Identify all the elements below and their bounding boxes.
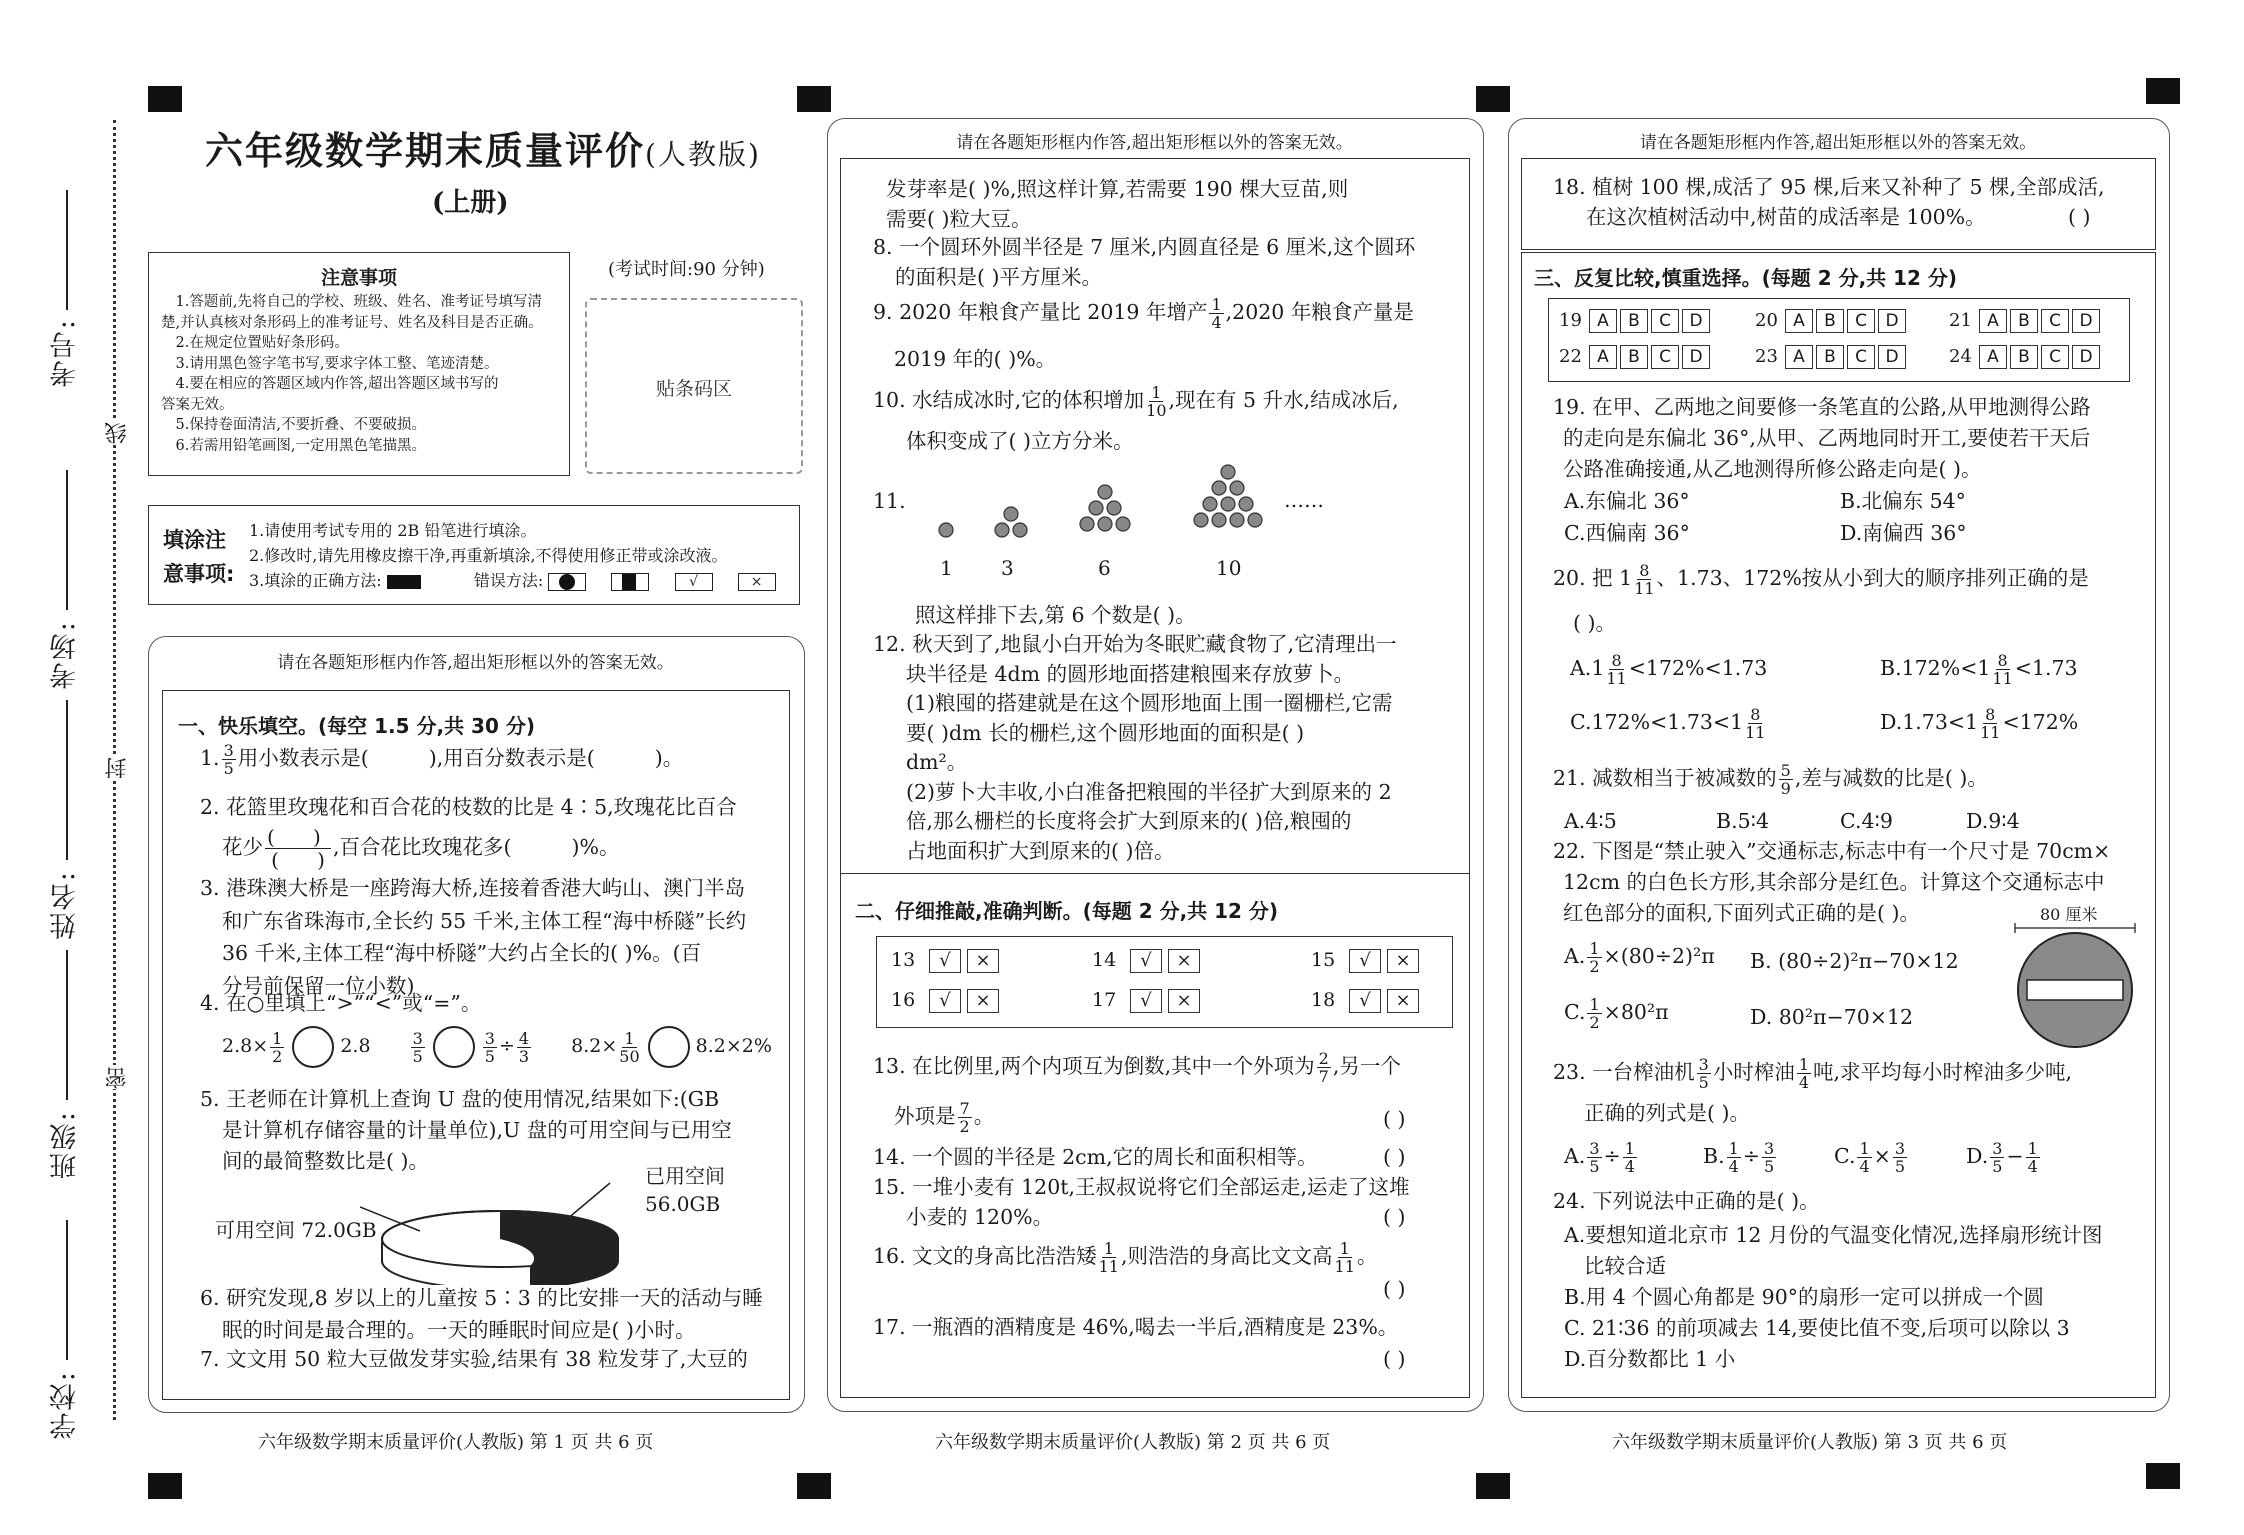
notice-item: 4.要在相应的答题区域内作答,超出答题区域书写的 [175, 376, 499, 392]
q23-option-b: B. $\frac{1}{4}$ ÷ $\frac{3}{5}$ [1703, 1139, 1775, 1176]
registration-mark [797, 86, 831, 112]
notice-item: 6.若需用铅笔画图,一定用黑色笔描黑。 [175, 437, 426, 454]
q21-option-a: A.4∶5 [1564, 809, 1617, 833]
question-23-cont: 正确的列式是( )。 [1584, 1101, 1751, 1125]
answer-paren[interactable]: ( ) [1383, 1145, 1406, 1169]
question-18: 18. 植树 100 棵,成活了 95 棵,后来又补种了 5 棵,全部成活, 在这次植树活动中,树苗的成活率是 100%。 [1553, 175, 2105, 229]
answer-notice: 请在各题矩形框内作答,超出矩形框以外的答案无效。 [956, 133, 1353, 153]
label-kaohao: 考号: [50, 318, 81, 388]
page-title: 六年级数学期末质量评价(人教版) [205, 129, 761, 173]
registration-mark [797, 1473, 831, 1499]
tf-item-13[interactable]: 13 √ × [891, 949, 1005, 973]
field-line [66, 190, 68, 310]
question-15: 15. 一堆小麦有 120t,王叔叔说将它们全部运走,运走了这堆 小麦的 120%。 [873, 1175, 1410, 1229]
field-line [66, 1220, 68, 1360]
question-16: 16. 文文的身高比浩浩矮 $\frac{1}{11}$ ,则浩浩的身高比文文高 $\frac{1}{11}$ 。 [873, 1239, 1378, 1276]
fill-notice-box [148, 505, 800, 605]
question-8: 8. 一个圆环外圆半径是 7 厘米,内圆直径是 6 厘米,这个圆环 的面积是( )平方厘米。 [873, 235, 1416, 289]
label-kaochang: 考场: [50, 620, 81, 690]
notice-item: 2.在规定位置贴好条形码。 [175, 335, 349, 351]
q20-option-d: D.1.73<1 $\frac{8}{11}$ <172% [1880, 705, 2079, 742]
page-footer: 六年级数学期末质量评价(人教版) 第 3 页 共 6 页 [1612, 1432, 2008, 1453]
section1-heading: 一、快乐填空。(每空 1.5 分,共 30 分) [178, 714, 535, 738]
q20-option-a: A.1 $\frac{8}{11}$ <172%<1.73 [1570, 651, 1768, 688]
question-7: 7. 文文用 50 粒大豆做发芽实验,结果有 38 粒发芽了,大豆的 [200, 1347, 748, 1371]
question-20: 20. 把 1 $\frac{8}{11}$ 、1.73、172%按从小到大的顺序排列正确的是 [1553, 561, 2089, 598]
registration-mark [2146, 78, 2180, 104]
q23-option-a: A. $\frac{3}{5}$ ÷ $\frac{1}{4}$ [1564, 1139, 1635, 1176]
no-entry-sign [2010, 920, 2140, 1050]
mc-item-20[interactable]: 20 A B C D [1755, 309, 1909, 333]
dot-count: 1 [940, 556, 953, 580]
mc-item-23[interactable]: 23 A B C D [1755, 345, 1909, 369]
registration-mark [148, 86, 182, 112]
seal-mi-char: 密 [102, 1065, 133, 1089]
question-4-items: 2.8× $\frac{1}{2}$ 2.8 $\frac{3}{5}$ $\frac{3}{5}$ ÷ $\frac{4}{3}$ 8.2× $\frac{1}{50}$ 8.2×2% [222, 1026, 772, 1068]
dot-count: 3 [1001, 556, 1014, 580]
question-3: 3. 港珠澳大桥是一座跨海大桥,连接着香港大屿山、澳门半岛 和广东省珠海市,全长约 55 千米,主体工程“海中桥隧”长约 36 千米,主体工程“海中桥隧”大约占全长的( )%。(百 分号前保留一位小数) [200, 876, 747, 998]
barcode-area[interactable] [585, 298, 803, 474]
question-13: 13. 在比例里,两个内项互为倒数,其中一个外项为 $\frac{2}{7}$ ,另一个 [873, 1049, 1401, 1086]
mc-item-21[interactable]: 21 A B C D [1949, 309, 2103, 333]
question-5: 5. 王老师在计算机上查询 U 盘的使用情况,结果如下:(GB 是计算机存储容量的计量单位),U 盘的可用空间与已用空 间的最简整数比是( )。 [200, 1087, 732, 1173]
question-24: 24. 下列说法中正确的是( )。 [1553, 1189, 1820, 1213]
question-9-cont: 2019 年的( )%。 [894, 347, 1057, 371]
registration-mark [148, 1473, 182, 1499]
tf-item-16[interactable]: 16 √ × [891, 989, 1005, 1013]
question-2-cont: 花少 $\frac{( )}{( )}$ ,百合花比玫瑰花多( )%。 [222, 825, 620, 872]
tf-item-15[interactable]: 15 √ × [1311, 949, 1425, 973]
tf-item-17[interactable]: 17 √ × [1092, 989, 1206, 1013]
page-footer: 六年级数学期末质量评价(人教版) 第 1 页 共 6 页 [258, 1432, 654, 1453]
question-10-cont: 体积变成了( )立方分米。 [906, 429, 1134, 453]
label-xuexiao: 学校: [50, 1370, 81, 1440]
question-19: 19. 在甲、乙两地之间要修一条笔直的公路,从甲地测得公路 的走向是东偏北 36°,从甲、乙两地同时开工,要使若干天后 公路准确接通,从乙地测得所修公路走向是( )。 [1553, 395, 2091, 481]
mc-item-24[interactable]: 24 A B C D [1949, 345, 2103, 369]
question-14: 14. 一个圆的半径是 2cm,它的周长和面积相等。 [873, 1145, 1318, 1169]
answer-paren[interactable]: ( ) [1383, 1107, 1406, 1131]
correct-fill-sample [387, 575, 421, 589]
mc-item-22[interactable]: 22 A B C D [1559, 345, 1713, 369]
notice-item: 答案无效。 [161, 396, 234, 413]
compare-circle[interactable] [292, 1026, 334, 1068]
question-6: 6. 研究发现,8 岁以上的儿童按 5∶3 的比安排一天的活动与睡 眠的时间是最合理的。一天的睡眠时间应是( )小时。 [200, 1286, 763, 1342]
wrong-method-label: 错误方法: [473, 571, 544, 590]
mc-item-19[interactable]: 19 A B C D [1559, 309, 1713, 333]
q21-option-d: D.9∶4 [1966, 809, 2020, 833]
question-4: 4. 在○里填上“>”“<”或“=”。 [200, 991, 482, 1015]
compare-circle[interactable] [648, 1026, 690, 1068]
compare-circle[interactable] [433, 1026, 475, 1068]
barcode-label: 贴条码区 [655, 378, 732, 400]
question-13-cont: 外项是 $\frac{7}{2}$ 。 [894, 1099, 995, 1136]
disk-usage-chart [360, 1175, 630, 1285]
registration-mark [1476, 1473, 1510, 1499]
free-space-label: 可用空间 72.0GB [215, 1218, 377, 1242]
registration-mark [1476, 86, 1510, 112]
section3-heading: 三、反复比较,慎重选择。(每题 2 分,共 12 分) [1534, 266, 1958, 290]
field-line [66, 700, 68, 860]
label-xingming: 姓名: [50, 870, 81, 940]
wrong-sample-half [611, 573, 649, 591]
question-22: 22. 下图是“禁止驶入”交通标志,标志中有一个尺寸是 70cm× 12cm 的白色长方形,其余部分是红色。计算这个交通标志中 红色部分的面积,下面列式正确的是( )。 [1553, 839, 2111, 925]
triangular-dots-figure [920, 462, 1290, 544]
answer-paren[interactable]: ( ) [1383, 1277, 1406, 1301]
fill-notice-item: 2.修改时,请先用橡皮擦干净,再重新填涂,不得使用修正带或涂改液。 [249, 546, 728, 565]
notice-item: 楚,并认真核对条形码上的准考证号、姓名及科目是否正确。 [161, 314, 543, 331]
notice-heading: 注意事项 [320, 267, 397, 289]
q19-option-c: C.西偏南 36° [1564, 521, 1690, 545]
q22-option-d: D. 80²π−70×12 [1750, 1005, 1914, 1029]
wrong-sample-cross: × [738, 573, 776, 591]
tf-answer-grid [876, 936, 1453, 1028]
tf-item-18[interactable]: 18 √ × [1311, 989, 1425, 1013]
q23-option-d: D. $\frac{3}{5}$ − $\frac{1}{4}$ [1966, 1139, 2038, 1176]
fill-notice-item: 3.填涂的正确方法: [249, 571, 382, 590]
field-line [66, 950, 68, 1100]
answer-paren[interactable]: ( ) [1383, 1347, 1406, 1371]
question-11-cont: 照这样排下去,第 6 个数是( )。 [915, 603, 1196, 627]
seal-feng-char: 封 [102, 755, 133, 779]
question-9: 9. 2020 年粮食产量比 2019 年增产 $\frac{1}{4}$ ,2020 年粮食产量是 [873, 295, 1414, 332]
question-17: 17. 一瓶酒的酒精度是 46%,喝去一半后,酒精度是 23%。 [873, 1315, 1399, 1339]
used-space-label: 已用空间 [645, 1164, 725, 1188]
notice-item: 1.答题前,先将自己的学校、班级、姓名、准考证号填写清 [175, 294, 542, 310]
answer-notice: 请在各题矩形框内作答,超出矩形框以外的答案无效。 [277, 653, 674, 673]
label-banji: 班级: [50, 1110, 81, 1180]
notice-item: 3.请用黑色签字笔书写,要求字体工整、笔迹清楚。 [175, 355, 499, 372]
q22-option-a: A. $\frac{1}{2}$ ×(80÷2)²π [1564, 939, 1715, 976]
field-line [66, 470, 68, 610]
used-space-value: 56.0GB [645, 1192, 721, 1216]
section2-heading: 二、仔细推敲,准确判断。(每题 2 分,共 12 分) [855, 899, 1279, 923]
q22-option-c: C. $\frac{1}{2}$ ×80²π [1564, 995, 1669, 1032]
fill-notice-label: 填涂注 [163, 528, 226, 552]
wrong-sample-check: √ [675, 573, 713, 591]
question-1: 1. $\frac{3}{5}$ 用小数表示是( ),用百分数表示是( )。 [200, 741, 684, 778]
fill-notice-label: 意事项: [163, 562, 235, 586]
q19-option-a: A.东偏北 36° [1564, 489, 1690, 513]
q21-option-b: B.5∶4 [1716, 809, 1770, 833]
q23-option-c: C. $\frac{1}{4}$ × $\frac{3}{5}$ [1834, 1139, 1906, 1176]
question-23: 23. 一台榨油机 $\frac{3}{5}$ 小时榨油 $\frac{1}{4}$ 吨,求平均每小时榨油多少吨, [1553, 1055, 2073, 1092]
q21-option-c: C.4∶9 [1840, 809, 1893, 833]
dot-count: 6 [1098, 556, 1111, 580]
fill-notice-item: 1.请使用考试专用的 2B 铅笔进行填涂。 [249, 521, 537, 540]
page-subtitle: (上册) [432, 188, 509, 218]
exam-time: (考试时间:90 分钟) [608, 259, 765, 280]
q20-option-c: C.172%<1.73<1 $\frac{8}{11}$ [1570, 705, 1766, 742]
question-20-cont: ( )。 [1573, 611, 1617, 635]
mc-answer-grid [1548, 298, 2130, 382]
registration-mark [2146, 1463, 2180, 1489]
q19-option-d: D.南偏西 36° [1840, 521, 1967, 545]
question-7-cont: 发芽率是( )%,照这样计算,若需要 190 棵大豆苗,则 需要( )粒大豆。 [886, 177, 1349, 231]
sign-width-label: 80 厘米 [2040, 905, 2098, 924]
question-10: 10. 水结成冰时,它的体积增加 $\frac{1}{10}$ ,现在有 5 升水,结成冰后, [873, 383, 1399, 420]
question-11: 11. [873, 489, 906, 513]
tf-item-14[interactable]: 14 √ × [1092, 949, 1206, 973]
answer-paren[interactable]: ( ) [1383, 1205, 1406, 1229]
notice-item: 5.保持卷面清洁,不要折叠、不要破损。 [175, 417, 426, 433]
answer-notice: 请在各题矩形框内作答,超出矩形框以外的答案无效。 [1639, 133, 2037, 153]
notice-box [148, 252, 570, 476]
section-divider [840, 873, 1470, 874]
question-2: 2. 花篮里玫瑰花和百合花的枝数的比是 4∶5,玫瑰花比百合 [200, 795, 737, 819]
question-21: 21. 减数相当于被减数的 $\frac{5}{9}$ ,差与减数的比是( )。 [1553, 761, 1988, 798]
question-12: 12. 秋天到了,地鼠小白开始为冬眠贮藏食物了,它清理出一 块半径是 4dm 的圆形地面搭建粮囤来存放萝卜。 (1)粮囤的搭建就是在这个圆形地面上围一圈栅栏,它需 要( )dm 长的栅栏,这个圆形地面的面积是( ) dm²。 (2)萝卜大丰收,小白准备把粮囤的半径扩大到原来的 2 倍,那么栅栏的长度将会扩大到原来的( )倍,粮囤的 占地面积扩大到原来的( )倍。 [873, 632, 1397, 863]
q20-option-b: B.172%<1 $\frac{8}{11}$ <1.73 [1880, 651, 2078, 688]
wrong-sample-circle [548, 573, 586, 591]
q22-option-b: B. (80÷2)²π−70×12 [1750, 949, 1959, 973]
q19-option-b: B.北偏东 54° [1840, 489, 1966, 513]
seal-line-char: 线 [102, 420, 133, 444]
answer-paren[interactable]: ( ) [2068, 205, 2091, 229]
dots-ellipsis: …… [1284, 488, 1324, 512]
page-footer: 六年级数学期末质量评价(人教版) 第 2 页 共 6 页 [935, 1432, 1331, 1453]
q24-options: A.要想知道北京市 12 月份的气温变化情况,选择扇形统计图 比较合适 B.用 4 个圆心角都是 90°的扇形一定可以拼成一个圆 C. 21∶36 的前项减去 14,要使比值不变,后项可以除以 3 D.百分数都比 1 小 [1564, 1223, 2103, 1371]
dot-count: 10 [1216, 556, 1242, 580]
